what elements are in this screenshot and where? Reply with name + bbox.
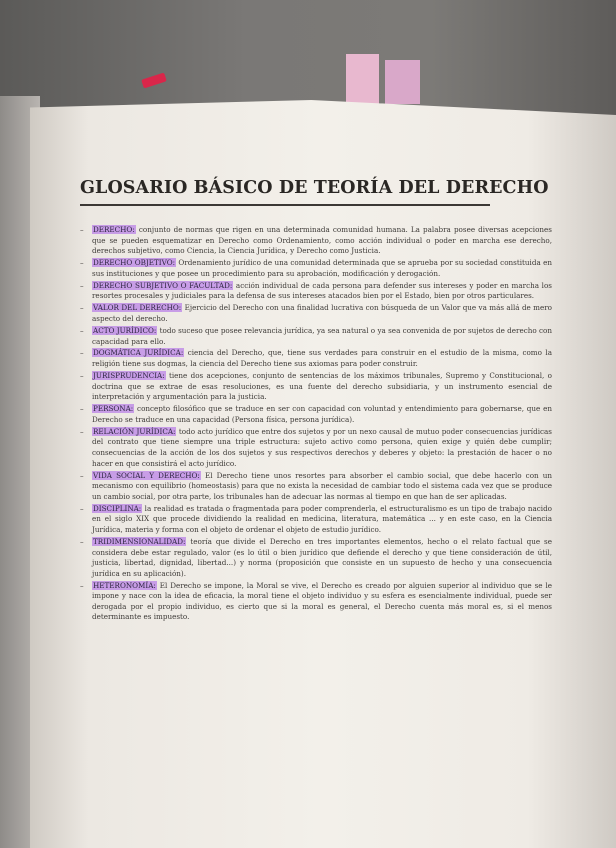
glossary-entry [80,281,552,302]
glossary-definition: tiene dos acepciones, conjunto de sentencias de los máximos tribunales, Supremo y Constitucional, o doctrina que se extrae de esas resoluciones, es una fuente del derecho subsidiaria, y un instrumento esencial de interpretación y argumentación para la justicia. [92,371,552,402]
glossary-definition: El Derecho se impone, la Moral se vive, el Derecho es creado por alguien superior al individuo que se le impone y nace con la idea de eficacia, la moral tiene el objeto individuo y su esfera es esencialmente individual, puede ser derogada por el propio individuo, es cierto que si la moral es general, el Derecho cuenta más moral es, si el menos determinante es impuesto. [92,580,552,622]
glossary-term: ACTO JURÍDICO: [93,325,157,335]
glossary-entry [80,371,552,403]
glossary-term: RELACIÓN JURÍDICA: [93,426,176,436]
page-title: GLOSARIO BÁSICO DE TEORÍA DEL DERECHO [80,178,549,198]
glossary-term: DERECHO SUBJETIVO O FACULTAD: [93,280,233,290]
glossary-term: DOGMÁTICA JURÍDICA: [93,348,184,358]
glossary-term: JURISPRUDENCIA: [93,371,165,381]
glossary-entry [80,326,552,347]
glossary-entry [80,225,552,257]
glossary-entry [80,303,552,324]
glossary-entry [80,504,552,536]
glossary-definition: concepto filosófico que se traduce en ser con capacidad con voluntad y entendimiento para gobernarse, que en Derecho se traduce en una capacidad (Persona física, persona jurídica). [92,404,552,424]
glossary-definition: acción individual de cada persona para defender sus intereses y poder en marcha los resortes procesales y judiciales para la defensa de sus intereses atacados bien por el Estado, bien por otros particulares. [92,280,552,301]
glossary-entry [80,537,552,579]
glossary-definition: Ejercicio del Derecho con una finalidad lucrativa con búsqueda de un Valor que va más allá de mero aspecto del derecho. [92,303,552,323]
glossary-entry [80,348,552,369]
glossary-term: VALOR DEL DERECHO: [93,303,182,313]
glossary-term: TRIDIMENSIONALIDAD: [93,536,186,546]
mauve-bookmark-tab [385,60,420,104]
glossary-entry [80,471,552,503]
title-underline [80,204,490,206]
glossary-definition: la realidad es tratada o fragmentada para poder comprenderla, el estructuralismo es un tipo de trabajo nacido en el siglo XIX que procede dividiendo la realidad en medicina, literatura, matemática ... y en este caso, en la Ciencia Jurídica, materia y forma con el objeto de ordenar el objeto de estudio jurídico. [92,503,552,534]
glossary-definition: El Derecho tiene unos resortes para absorber el cambio social, que debe hacerlo con un mecanismo con equilibrio (homeostasis) para que no exista la necesidad de cambiar todo el sistema cada vez que se produce un cambio social, por otra parte, los tribunales han de adecuar las normas al tiempo en que han de ser aplicadas. [92,470,552,501]
glossary-entry [80,581,552,623]
glossary-entry [80,427,552,469]
glossary-definition: Ordenamiento jurídico de una comunidad determinada que se aprueba por su sociedad constituida en sus instituciones y que posee un procedimiento para su aprobación, modificación y derogación. [92,258,552,278]
glossary-definition: ciencia del Derecho, que, tiene sus verdades para construir en el estudio de la misma, como la religión tiene sus dogmas, la ciencia del Derecho tiene sus axiomas para poder construir. [92,348,552,369]
glossary-list [80,225,552,623]
pink-bookmark-tab [346,54,379,104]
glossary-entry [80,258,552,279]
glossary-page-content [80,178,552,738]
glossary-definition: todo acto jurídico que entre dos sujetos y por un nexo causal de mutuo poder consecuencias jurídicas del contrato que tiene siempre una triple estructura: sujeto activo como persona, quien exige y quién debe cumplir; consecuencias de la acción de los dos sujetos y sus respectivos derechos y deberes y objeto: la prestación de hacer o no hacer en que consistirá el acto jurídico. [92,426,552,468]
glossary-definition: teoría que divide el Derecho en tres importantes elementos, hecho o el relato factual que se considera debe estar regulado, valor (es lo útil o bien jurídico que defiende el derecho y que tiene consideración de útil, justicia, libertad, dignidad, libertad...) y norma (proposición que consiste en un supuesto de hecho y una consecuencia jurídica en su aplicación). [92,536,552,578]
glossary-term: DERECHO OBJETIVO: [93,258,176,268]
glossary-term: VIDA SOCIAL Y DERECHO: [93,470,200,480]
glossary-term: DERECHO: [93,225,135,234]
glossary-term: DISCIPLINA: [93,503,142,513]
glossary-definition: todo suceso que posee relevancia jurídica, ya sea natural o ya sea convenida de por sujetos de derecho con capacidad para ello. [92,325,552,346]
glossary-definition: conjunto de normas que rigen en una determinada comunidad humana. La palabra posee diversas acepciones que se pueden esquematizar en Derecho como Ordenamiento, como acción individual o poder en marcha ese derecho, derechos subjetivo, como Ciencia, la Ciencia Jurídica, y Derecho como Justicia. [92,225,552,256]
glossary-entry [80,404,552,425]
glossary-term: PERSONA: [93,404,134,414]
glossary-term: HETERONOMÍA: [93,580,156,590]
